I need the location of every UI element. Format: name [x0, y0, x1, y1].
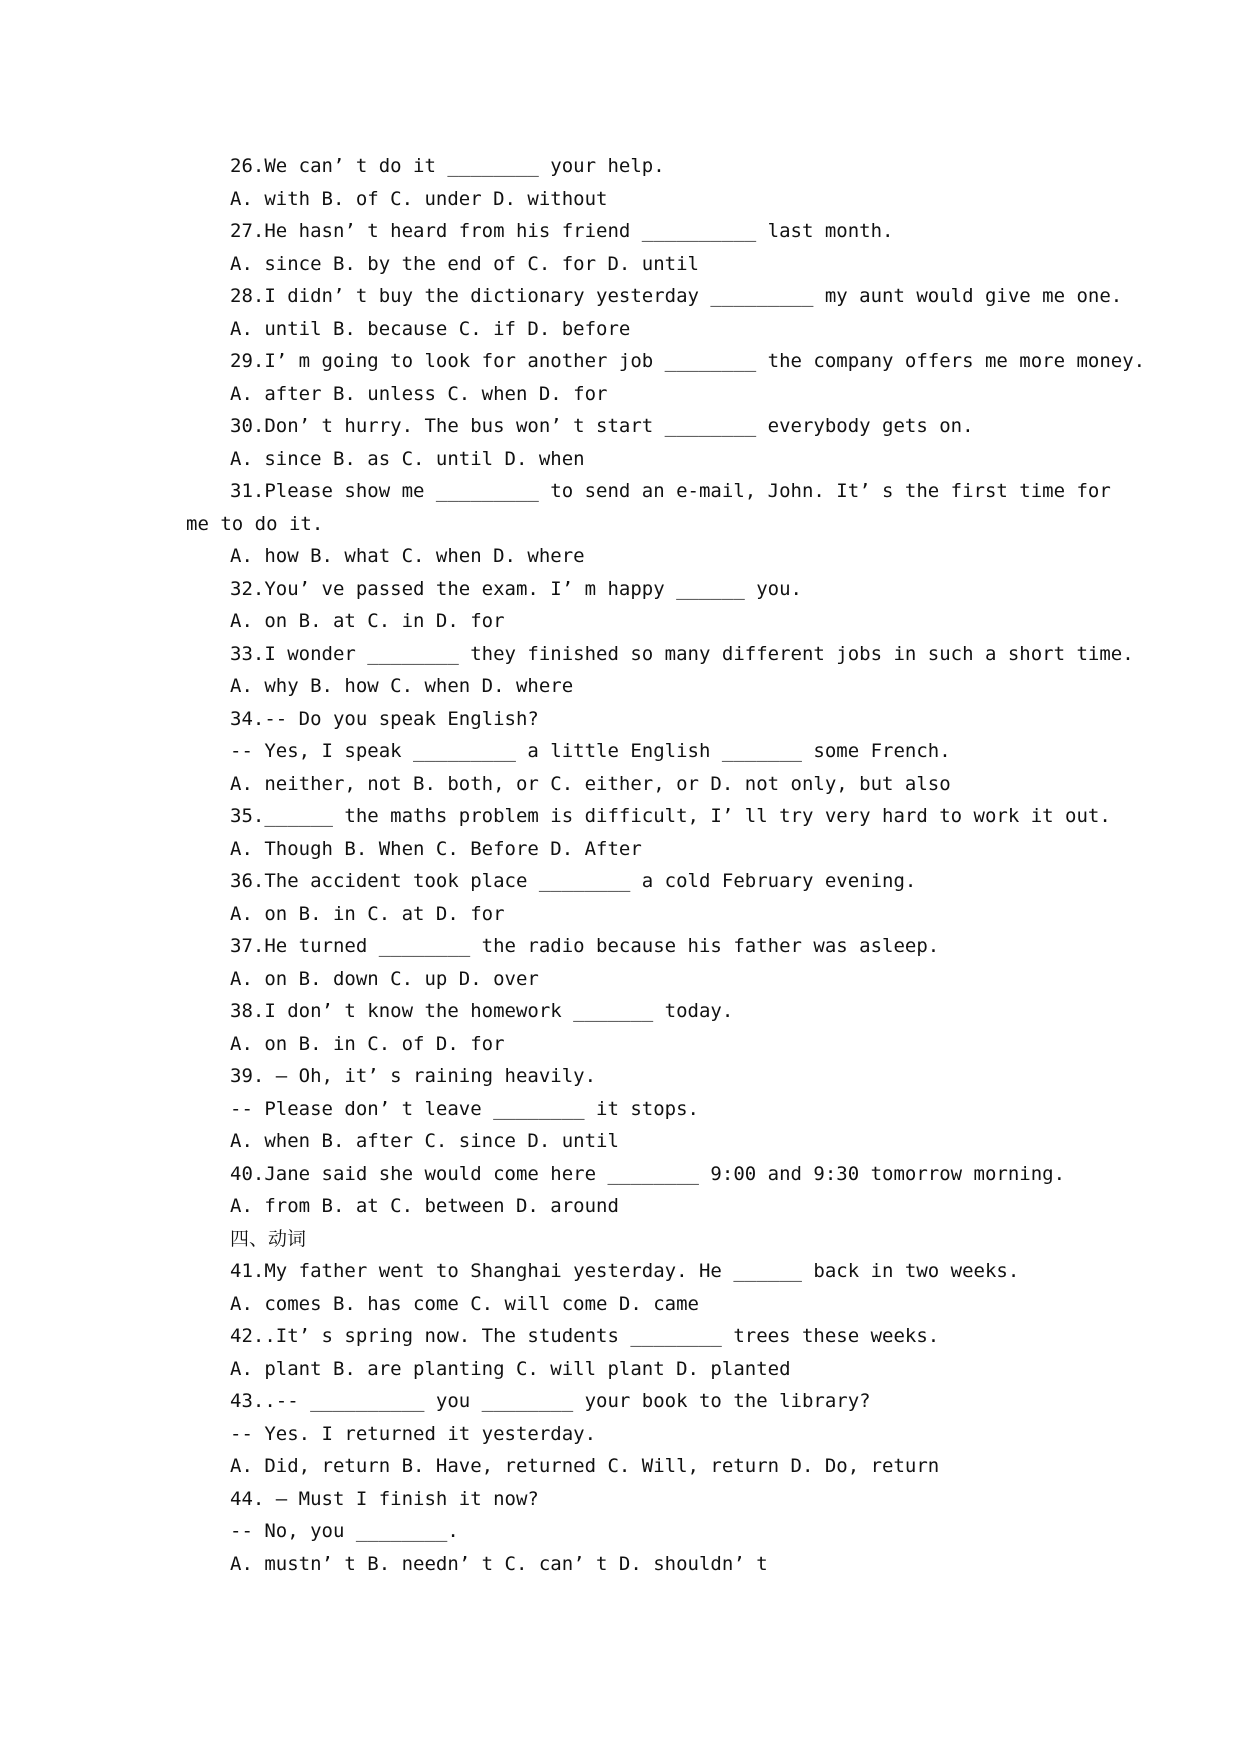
answer-options: A. when B. after C. since D. until [230, 1130, 619, 1152]
question-line: 29.I’ m going to look for another job ________ the company offers me more money. [230, 350, 1146, 372]
question-line: me to do it. [186, 512, 324, 535]
answer-options: A. after B. unless C. when D. for [230, 382, 608, 405]
answer-options: A. comes B. has come C. will come D. came [230, 1292, 699, 1315]
question-line: 39. – Oh, it’ s raining heavily. [230, 1065, 597, 1087]
question-line: 38.I don’ t know the homework _______ today. [230, 1000, 734, 1022]
question-line: 31.Please show me _________ to send an e-mail, John. It’ s the first time for [230, 480, 1111, 502]
answer-options: A. on B. in C. at D. for [230, 902, 505, 925]
question-line: 44. – Must I finish it now? [230, 1487, 539, 1510]
question-line: 30.Don’ t hurry. The bus won’ t start ________ everybody gets on. [230, 415, 974, 437]
question-line: 34.-- Do you speak English? [230, 707, 539, 730]
question-line: 28.I didn’ t buy the dictionary yesterday _________ my aunt would give me one. [230, 285, 1123, 307]
question-line: -- Yes, I speak _________ a little English _______ some French. [230, 740, 951, 762]
answer-options: A. Though B. When C. Before D. After [230, 837, 642, 860]
answer-options: A. why B. how C. when D. where [230, 675, 574, 697]
question-line: 40.Jane said she would come here ________ 9:00 and 9:30 tomorrow morning. [230, 1162, 1066, 1185]
question-line: 43..-- __________ you ________ your book to the library? [230, 1390, 871, 1412]
answer-options: A. neither, not B. both, or C. either, or D. not only, but also [230, 772, 951, 795]
answer-options: A. with B. of C. under D. without [230, 187, 608, 210]
answer-options: A. on B. down C. up D. over [230, 967, 539, 990]
answer-options: A. on B. in C. of D. for [230, 1032, 505, 1055]
question-line: 27.He hasn’ t heard from his friend __________ last month. [230, 220, 894, 242]
question-line: 33.I wonder ________ they finished so many different jobs in such a short time. [230, 642, 1134, 665]
question-line: 26.We can’ t do it ________ your help. [230, 155, 665, 177]
answer-options: A. since B. by the end of C. for D. until [230, 252, 699, 275]
answer-options: A. from B. at C. between D. around [230, 1195, 619, 1217]
answer-options: A. Did, return B. Have, returned C. Will, return D. Do, return [230, 1455, 940, 1477]
document-page [0, 150, 1241, 1580]
answer-options: A. mustn’ t B. needn’ t C. can’ t D. shouldn’ t [230, 1552, 768, 1575]
answer-options: A. since B. as C. until D. when [230, 447, 585, 470]
question-line: -- Yes. I returned it yesterday. [230, 1422, 597, 1445]
question-line: 41.My father went to Shanghai yesterday. He ______ back in two weeks. [230, 1260, 1020, 1282]
section-heading: 四、动词 [230, 1227, 307, 1250]
answer-options: A. plant B. are planting C. will plant D. planted [230, 1357, 791, 1380]
question-line: 42..It’ s spring now. The students ________ trees these weeks. [230, 1325, 940, 1347]
question-line: 35.______ the maths problem is difficult, I’ ll try very hard to work it out. [230, 805, 1111, 827]
answer-options: A. until B. because C. if D. before [230, 317, 631, 340]
question-line: 37.He turned ________ the radio because his father was asleep. [230, 935, 940, 957]
answer-options: A. how B. what C. when D. where [230, 545, 585, 567]
question-line: 32.You’ ve passed the exam. I’ m happy ______ you. [230, 577, 802, 600]
question-line: -- No, you ________. [230, 1520, 459, 1542]
question-line: -- Please don’ t leave ________ it stops. [230, 1097, 699, 1120]
answer-options: A. on B. at C. in D. for [230, 610, 505, 632]
question-line: 36.The accident took place ________ a cold February evening. [230, 870, 917, 892]
